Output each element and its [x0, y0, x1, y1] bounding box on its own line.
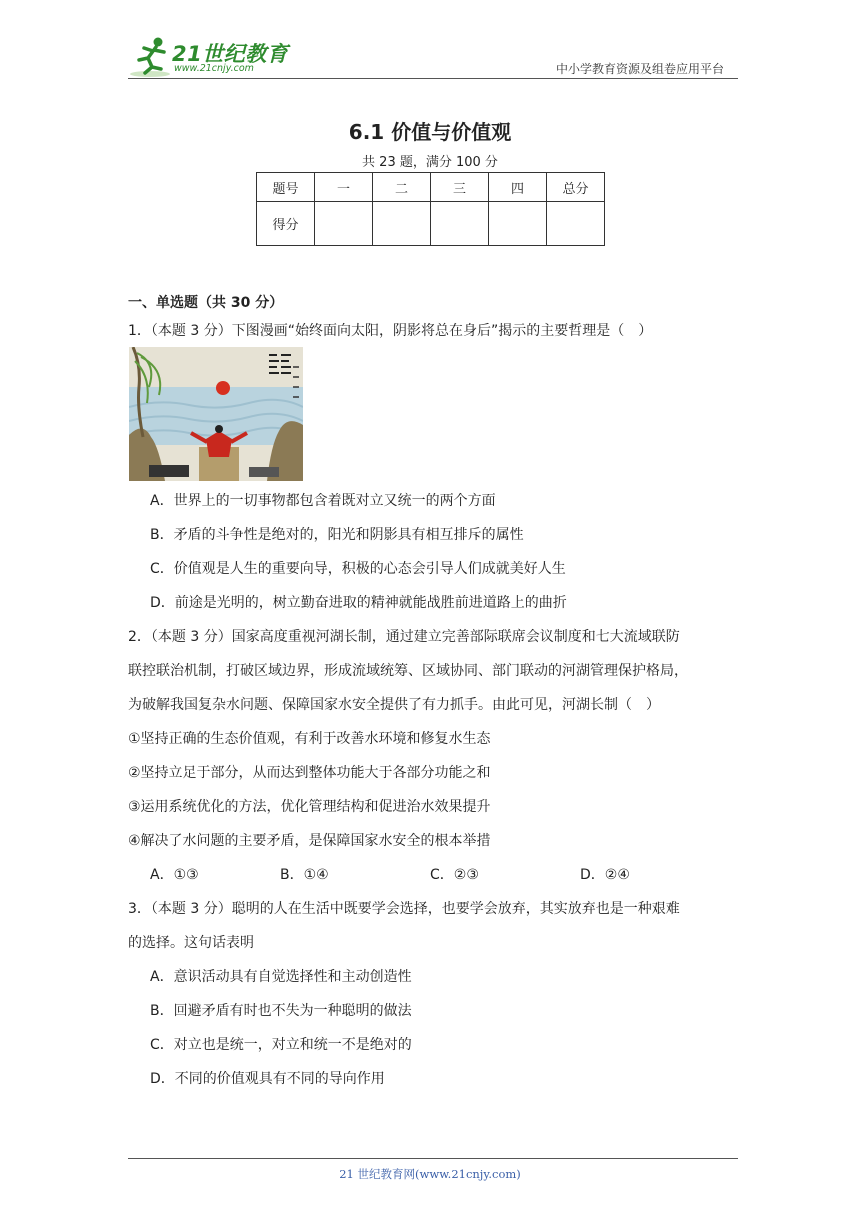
page-header	[128, 36, 738, 78]
question-3-option-d[interactable]: D．不同的价值观具有不同的导向作用	[150, 1071, 385, 1087]
question-3-option-c[interactable]: C．对立也是统一，对立和统一不是绝对的	[150, 1037, 412, 1053]
question-2-statement: ②坚持立足于部分，从而达到整体功能大于各部分功能之和	[128, 765, 491, 781]
header-divider	[128, 78, 738, 79]
cartoon-image-icon	[129, 347, 303, 481]
question-1-option-d[interactable]: D．前途是光明的，树立勤奋进取的精神就能战胜前进道路上的曲折	[150, 595, 567, 611]
question-3-stem-line: 的选择。这句话表明	[128, 935, 254, 951]
question-2-option-b[interactable]: B．①④	[280, 867, 329, 883]
question-2-stem-line: 联控联治机制，打破区域边界，形成流域统筹、区域协同、部门联动的河湖管理保护格局，	[128, 663, 688, 679]
score-cell[interactable]	[489, 202, 547, 246]
score-header-cell: 总分	[547, 173, 605, 202]
footer-divider	[128, 1158, 738, 1159]
runner-logo-icon	[128, 36, 174, 78]
question-2-statement: ④解决了水问题的主要矛盾，是保障国家水安全的根本举措	[128, 833, 491, 849]
question-1-option-c[interactable]: C．价值观是人生的重要向导，积极的心态会引导人们成就美好人生	[150, 561, 566, 577]
question-3-stem-line: 3．（本题 3 分）聪明的人在生活中既要学会选择，也要学会放弃，其实放弃也是一种艰难	[128, 901, 680, 917]
score-table	[256, 172, 605, 246]
logo-url: www.21cnjy.com	[174, 63, 254, 74]
question-2-statement: ③运用系统优化的方法，优化管理结构和促进治水效果提升	[128, 799, 491, 815]
section-heading: 一、单选题（共 30 分）	[128, 295, 284, 311]
score-cell[interactable]	[373, 202, 431, 246]
score-header-cell: 二	[373, 173, 431, 202]
question-2-stem-line: 2．（本题 3 分）国家高度重视河湖长制，通过建立完善部际联席会议制度和七大流域联防	[128, 629, 680, 645]
score-row-label: 得分	[257, 202, 315, 246]
question-1-stem: 1．（本题 3 分）下图漫画“始终面向太阳，阴影将总在身后”揭示的主要哲理是（ ）	[128, 323, 653, 339]
score-table-header-row	[257, 173, 605, 202]
question-1-cartoon	[129, 347, 303, 481]
page-subtitle: 共 23 题，满分 100 分	[362, 155, 498, 170]
question-1-option-a[interactable]: A．世界上的一切事物都包含着既对立又统一的两个方面	[150, 493, 496, 509]
question-2-statement: ①坚持正确的生态价值观，有利于改善水环境和修复水生态	[128, 731, 491, 747]
score-cell[interactable]	[315, 202, 373, 246]
question-1-option-b[interactable]: B．矛盾的斗争性是绝对的，阳光和阴影具有相互排斥的属性	[150, 527, 524, 543]
score-header-cell: 题号	[257, 173, 315, 202]
score-header-cell: 三	[431, 173, 489, 202]
score-cell[interactable]	[547, 202, 605, 246]
question-2-option-a[interactable]: A．①③	[150, 867, 199, 883]
question-3-option-b[interactable]: B．回避矛盾有时也不失为一种聪明的做法	[150, 1003, 412, 1019]
score-header-cell: 一	[315, 173, 373, 202]
score-table-score-row	[257, 202, 605, 246]
question-2-option-c[interactable]: C．②③	[430, 867, 479, 883]
page-title: 6.1 价值与价值观	[348, 120, 512, 144]
question-2-stem-line: 为破解我国复杂水问题、保障国家水安全提供了有力抓手。由此可见，河湖长制（ ）	[128, 697, 660, 713]
question-3-option-a[interactable]: A．意识活动具有自觉选择性和主动创造性	[150, 969, 412, 985]
score-cell[interactable]	[431, 202, 489, 246]
footer-link[interactable]: 21 世纪教育网(www.21cnjy.com)	[339, 1167, 521, 1181]
site-logo[interactable]	[128, 36, 298, 78]
score-header-cell: 四	[489, 173, 547, 202]
logo-text: 21世纪教育	[172, 42, 289, 66]
platform-label: 中小学教育资源及组卷应用平台	[555, 62, 724, 76]
question-2-option-d[interactable]: D．②④	[580, 867, 630, 883]
